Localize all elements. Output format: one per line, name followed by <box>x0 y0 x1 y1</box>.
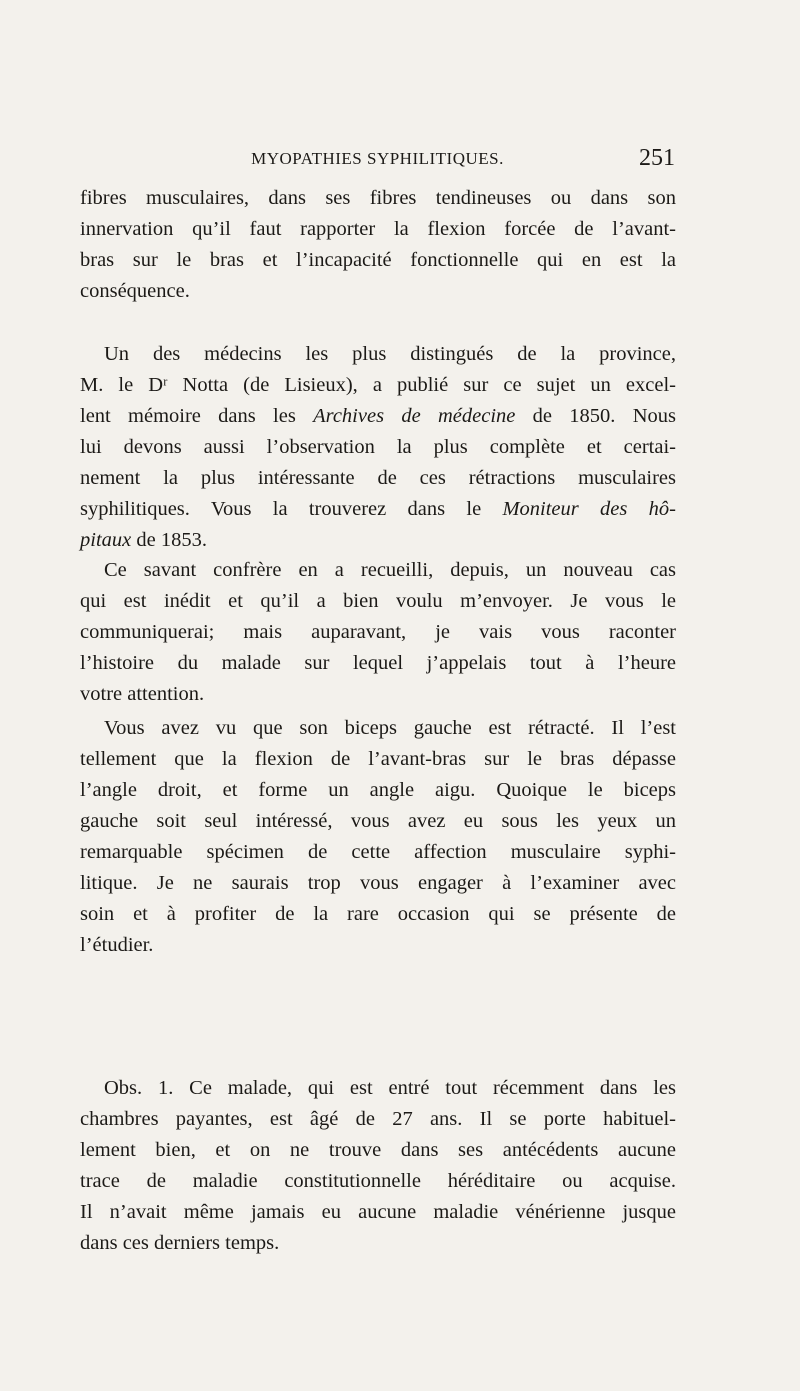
text-line: votre attention. <box>80 683 205 705</box>
observation-paragraph <box>80 1073 676 1259</box>
text-line: Ce savant confrère en a recueilli, depuis, un nouveau cas <box>104 559 676 581</box>
paragraph-2 <box>80 339 676 556</box>
text-line: lui devons aussi l’observation la plus complète et certai- <box>80 436 676 458</box>
text-line <box>80 494 676 525</box>
paragraph-3 <box>80 555 676 710</box>
text-fragment: de 1853. <box>131 529 207 551</box>
text-line: Vous avez vu que son biceps gauche est rétracté. Il l’est <box>104 717 676 739</box>
text-line: litique. Je ne saurais trop vous engager à l’examiner avec <box>80 872 676 894</box>
text-line: innervation qu’il faut rapporter la flexion forcée de l’avant- <box>80 218 676 240</box>
text-line: gauche soit seul intéressé, vous avez eu sous les yeux un <box>80 810 676 832</box>
page-header <box>80 145 675 175</box>
text-fragment: de 1850. Nous <box>515 405 676 427</box>
text-fragment: syphilitiques. Vous la trouverez dans le <box>80 498 503 520</box>
text-line: tellement que la flexion de l’avant-bras sur le bras dépasse <box>80 748 676 770</box>
journal-title-moniteur: Moniteur des hô- <box>502 498 676 520</box>
text-line: conséquence. <box>80 280 190 302</box>
text-line: lement bien, et on ne trouve dans ses antécédents aucune <box>80 1139 676 1161</box>
text-line: communiquerai; mais auparavant, je vais vous raconter <box>80 621 676 643</box>
text-line: Un des médecins les plus distingués de la province, <box>104 343 676 365</box>
text-line: nement la plus intéressante de ces rétractions musculaires <box>80 467 676 489</box>
text-line: chambres payantes, est âgé de 27 ans. Il se porte habituel- <box>80 1108 676 1130</box>
text-line: l’étudier. <box>80 934 154 956</box>
text-line: M. le Dʳ Notta (de Lisieux), a publié sur ce sujet un excel- <box>80 374 676 396</box>
text-line: fibres musculaires, dans ses fibres tendineuses ou dans son <box>80 187 676 209</box>
text-line <box>80 525 676 556</box>
text-line: l’angle droit, et forme un angle aigu. Quoique le biceps <box>80 779 676 801</box>
text-fragment: lent mémoire dans les <box>80 405 314 427</box>
text-line <box>80 401 676 432</box>
text-line: soin et à profiter de la rare occasion qui se présente de <box>80 903 676 925</box>
journal-title-moniteur-end: pitaux <box>80 529 132 551</box>
text-line: Obs. 1. Ce malade, qui est entré tout récemment dans les <box>104 1077 676 1099</box>
text-line: l’histoire du malade sur lequel j’appelais tout à l’heure <box>80 652 676 674</box>
paragraph-4 <box>80 713 676 961</box>
page-number: 251 <box>639 145 675 171</box>
running-title: MYOPATHIES SYPHILITIQUES. <box>251 149 504 168</box>
text-line: Il n’avait même jamais eu aucune maladie vénérienne jusque <box>80 1201 676 1223</box>
text-line: remarquable spécimen de cette affection musculaire syphi- <box>80 841 676 863</box>
journal-title-archives: Archives de médecine <box>313 405 516 427</box>
text-line: bras sur le bras et l’incapacité fonctionnelle qui en est la <box>80 249 676 271</box>
paragraph-1 <box>80 183 676 307</box>
text-line: trace de maladie constitutionnelle héréditaire ou acquise. <box>80 1170 676 1192</box>
text-line: dans ces derniers temps. <box>80 1232 280 1254</box>
text-line: qui est inédit et qu’il a bien voulu m’envoyer. Je vous le <box>80 590 676 612</box>
